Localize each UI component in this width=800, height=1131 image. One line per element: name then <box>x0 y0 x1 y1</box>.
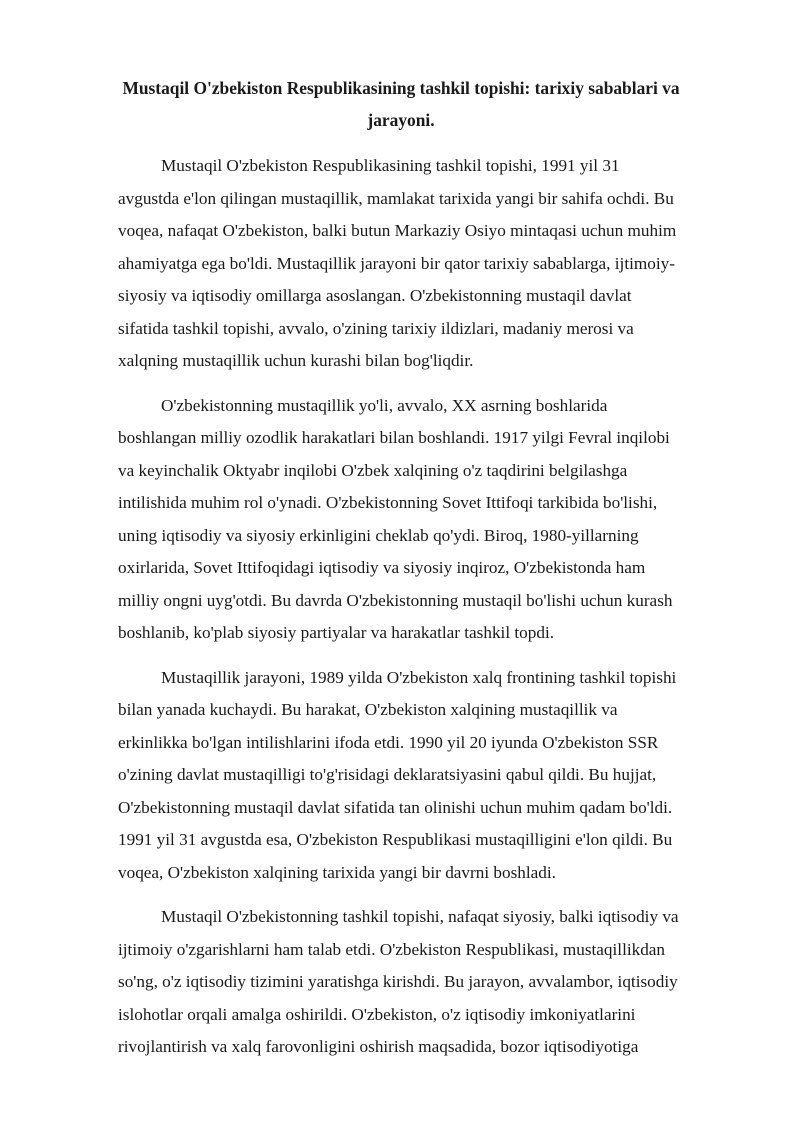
document-page <box>118 72 684 1076</box>
paragraph-2: O'zbekistonning mustaqillik yo'li, avvalo, XX asrning boshlarida boshlangan milliy ozodlik harakatlari bilan boshlandi. 1917 yilgi Fevral inqilobi va keyinchalik Oktyabr inqilobi O'zbek xalqining o'z taqdirini belgilashga intilishida muhim rol o'ynadi. O'zbekistonning Sovet Ittifoqi tarkibida bo'lishi, uning iqtisodiy va siyosiy erkinligini cheklab qo'ydi. Biroq, 1980-yillarning oxirlarida, Sovet Ittifoqidagi iqtisodiy va siyosiy inqiroz, O'zbekistonda ham milliy ongni uyg'otdi. Bu davrda O'zbekistonning mustaqil bo'lishi uchun kurash boshlanib, ko'plab siyosiy partiyalar va harakatlar tashkil topdi. <box>118 395 673 642</box>
paragraph-1: Mustaqil O'zbekiston Respublikasining tashkil topishi, 1991 yil 31 avgustda e'lon qilingan mustaqillik, mamlakat tarixida yangi bir sahifa ochdi. Bu voqea, nafaqat O'zbekiston, balki butun Markaziy Osiyo mintaqasi uchun muhim ahamiyatga ega bo'ldi. Mustaqillik jarayoni bir qator tarixiy sabablarga, ijtimoiy-siyosiy va iqtisodiy omillarga asoslangan. O'zbekistonning mustaqil davlat sifatida tashkil topishi, avvalo, o'zining tarixiy ildizlari, madaniy merosi va xalqning mustaqillik uchun kurashi bilan bog'liqdir. <box>118 156 677 370</box>
paragraph-3: Mustaqillik jarayoni, 1989 yilda O'zbekiston xalq frontining tashkil topishi bilan yanada kuchaydi. Bu harakat, O'zbekiston xalqining mustaqillik va erkinlikka bo'lgan intilishlarini ifoda etdi. 1990 yil 20 iyunda O'zbekiston SSR o'zining davlat mustaqilligi to'g'risidagi deklaratsiyasini qabul qildi. Bu hujjat, O'zbekistonning mustaqil davlat sifatida tan olinishi uchun muhim qadam bo'ldi. 1991 yil 31 avgustda esa, O'zbekiston Respublikasi mustaqilligini e'lon qildi. Bu voqea, O'zbekiston xalqining tarixida yangi bir davrni boshladi. <box>118 667 677 882</box>
document-title: Mustaqil O'zbekiston Respublikasining tashkil topishi: tarixiy sabablari va jarayoni. <box>122 78 680 130</box>
paragraph-4: Mustaqil O'zbekistonning tashkil topishi, nafaqat siyosiy, balki iqtisodiy va ijtimoiy o'zgarishlarni ham talab etdi. O'zbekiston Respublikasi, mustaqillikdan so'ng, o'z iqtisodiy tizimini yaratishga kirishdi. Bu jarayon, avvalambor, iqtisodiy islohotlar orqali amalga oshirildi. O'zbekiston, o'z iqtisodiy imkoniyatlarini rivojlantirish va xalq farovonligini oshirish maqsadida, bozor iqtisodiyotiga <box>118 907 679 1056</box>
